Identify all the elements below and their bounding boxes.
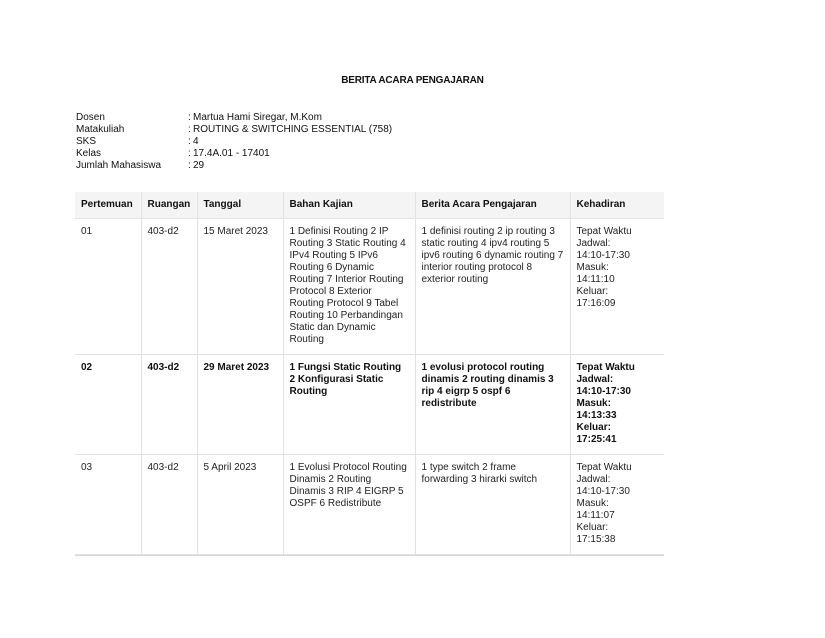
table-row: [75, 219, 664, 355]
info-label: Kelas: [76, 148, 102, 159]
info-value: 17.4A.01 - 17401: [193, 148, 270, 159]
info-separator: :: [188, 136, 191, 147]
page-title: BERITA ACARA PENGAJARAN: [341, 75, 484, 86]
cell-berita-acara: 1 type switch 2 frame forwarding 3 hirarki switch: [415, 455, 570, 555]
column-header-bahan-kajian: Bahan Kajian: [283, 192, 415, 219]
table-row: [75, 355, 664, 455]
info-separator: :: [188, 124, 191, 135]
info-row-jumlah-mahasiswa: [76, 160, 392, 172]
info-row-matakuliah: [76, 124, 392, 136]
info-label: Dosen: [76, 112, 105, 123]
column-header-tanggal: Tanggal: [197, 192, 283, 219]
cell-bahan-kajian: 1 Definisi Routing 2 IP Routing 3 Static Routing 4 IPv4 Routing 5 IPv6 Routing 6 Dynamic Routing 7 Interior Routing Protocol 8 Exterior Routing Protocol 9 Tabel Routing 10 Perbandingan Static dan Dynamic Routing: [283, 219, 415, 355]
cell-ruangan: 403-d2: [141, 455, 197, 555]
info-separator: :: [188, 160, 191, 171]
cell-berita-acara: 1 definisi routing 2 ip routing 3 static routing 4 ipv4 routing 5 ipv6 routing 6 dynamic routing 7 interior routing protocol 8 exterior routing: [415, 219, 570, 355]
cell-tanggal: 5 April 2023: [197, 455, 283, 555]
cell-pertemuan: 01: [75, 219, 141, 355]
table-header-row: [75, 192, 664, 219]
attendance-table: [75, 192, 664, 555]
cell-bahan-kajian: 1 Evolusi Protocol Routing Dinamis 2 Routing Dinamis 3 RIP 4 EIGRP 5 OSPF 6 Redistribute: [283, 455, 415, 555]
cell-bahan-kajian: 1 Fungsi Static Routing 2 Konfigurasi Static Routing: [283, 355, 415, 455]
info-label: Matakuliah: [76, 124, 125, 135]
info-row-kelas: [76, 148, 392, 160]
cell-pertemuan: 02: [75, 355, 141, 455]
cell-ruangan: 403-d2: [141, 219, 197, 355]
info-label: Jumlah Mahasiswa: [76, 160, 162, 171]
info-separator: :: [188, 112, 191, 123]
info-separator: :: [188, 148, 191, 159]
cell-tanggal: 15 Maret 2023: [197, 219, 283, 355]
table-row: [75, 455, 664, 555]
info-row-dosen: [76, 112, 392, 124]
cell-tanggal: 29 Maret 2023: [197, 355, 283, 455]
column-header-pertemuan: Pertemuan: [75, 192, 141, 219]
column-header-kehadiran: Kehadiran: [570, 192, 664, 219]
info-value: Martua Hami Siregar, M.Kom: [193, 112, 322, 123]
column-header-berita-acara: Berita Acara Pengajaran: [415, 192, 570, 219]
cell-kehadiran: Tepat Waktu Jadwal: 14:10-17:30 Masuk: 14:11:07 Keluar: 17:15:38: [570, 455, 664, 555]
course-info: [76, 112, 392, 172]
cell-kehadiran: Tepat Waktu Jadwal: 14:10-17:30 Masuk: 14:11:10 Keluar: 17:16:09: [570, 219, 664, 355]
column-header-ruangan: Ruangan: [141, 192, 197, 219]
cell-pertemuan: 03: [75, 455, 141, 555]
info-label: SKS: [76, 136, 97, 147]
info-row-sks: [76, 136, 392, 148]
cell-berita-acara: 1 evolusi protocol routing dinamis 2 routing dinamis 3 rip 4 eigrp 5 ospf 6 redistribute: [415, 355, 570, 455]
info-value: ROUTING & SWITCHING ESSENTIAL (758): [193, 124, 393, 135]
cell-ruangan: 403-d2: [141, 355, 197, 455]
cell-kehadiran: Tepat Waktu Jadwal: 14:10-17:30 Masuk: 14:13:33 Keluar: 17:25:41: [570, 355, 664, 455]
info-value: 4: [193, 136, 199, 147]
info-value: 29: [193, 160, 205, 171]
